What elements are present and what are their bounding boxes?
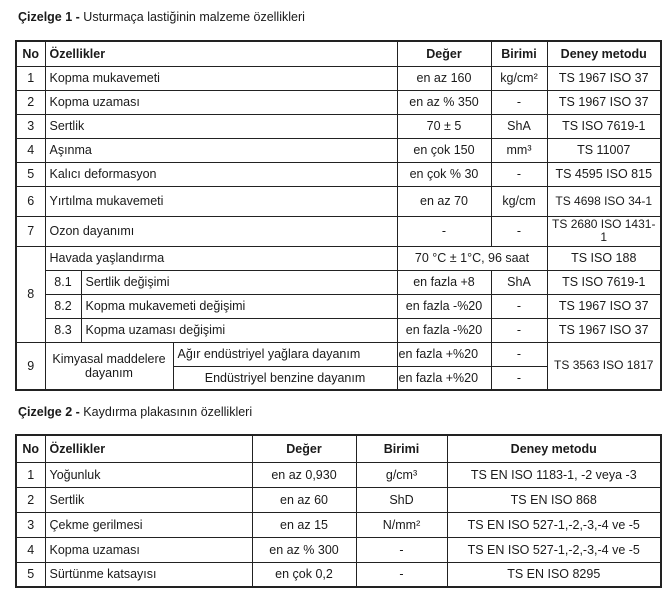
table-row [16, 66, 661, 90]
row-method: TS 1967 ISO 37 [547, 66, 661, 90]
header-no: No [16, 41, 45, 66]
row-unit: - [491, 294, 547, 318]
row-method: TS EN ISO 527-1,-2,-3,-4 ve -5 [447, 537, 661, 562]
row-no: 4 [16, 138, 45, 162]
row-subproperty: Endüstriyel benzine dayanım [173, 366, 397, 390]
table1-header-row [16, 41, 661, 66]
row-value: en çok 0,2 [252, 562, 356, 587]
row-value: en fazla -%20 [397, 294, 491, 318]
row-value: en az 70 [397, 186, 491, 216]
header-unit: Birimi [356, 435, 447, 462]
row-value: en çok % 30 [397, 162, 491, 186]
header-properties: Özellikler [45, 435, 252, 462]
row-property: Kalıcı deformasyon [45, 162, 397, 186]
table-row [16, 537, 661, 562]
row-value: en az % 350 [397, 90, 491, 114]
table2-caption-text: Kaydırma plakasının özellikleri [79, 405, 253, 419]
row-property: Kopma uzaması değişimi [81, 318, 397, 342]
table-row [16, 487, 661, 512]
row-property: Kopma mukavemeti değişimi [81, 294, 397, 318]
table1-caption-text: Usturmaça lastiğinin malzeme özellikleri [79, 10, 305, 24]
table-row [16, 186, 661, 216]
row-property: Kopma mukavemeti [45, 66, 397, 90]
row-unit: - [491, 216, 547, 246]
header-method: Deney metodu [547, 41, 661, 66]
row-method: TS 3563 ISO 1817 [547, 342, 661, 390]
table1 [15, 40, 662, 391]
row-value: en fazla +%20 [397, 366, 491, 390]
subrow-no: 8.2 [45, 294, 81, 318]
row-unit: - [491, 342, 547, 366]
row-method: TS 4698 ISO 34-1 [547, 186, 661, 216]
row-no: 5 [16, 562, 45, 587]
row-method: TS EN ISO 868 [447, 487, 661, 512]
row-unit: - [356, 537, 447, 562]
table-row [16, 138, 661, 162]
table2-caption [18, 405, 252, 419]
row-value: en fazla +%20 [397, 342, 491, 366]
table1-caption-label: Çizelge 1 - [18, 10, 80, 24]
row-method: TS EN ISO 1183-1, -2 veya -3 [447, 462, 661, 487]
row-method: TS 11007 [547, 138, 661, 162]
table-row [16, 162, 661, 186]
row-unit: kg/cm² [491, 66, 547, 90]
row-method: TS 1967 ISO 37 [547, 318, 661, 342]
row-value: en az 0,930 [252, 462, 356, 487]
row-property: Kimyasal maddelere dayanım [45, 342, 173, 390]
header-value: Değer [252, 435, 356, 462]
subrow-no: 8.3 [45, 318, 81, 342]
row-property: Sertlik değişimi [81, 270, 397, 294]
row-unit: - [491, 162, 547, 186]
table-row [16, 562, 661, 587]
row-property: Kopma uzaması [45, 90, 397, 114]
row-value: en fazla -%20 [397, 318, 491, 342]
row-value: en az 60 [252, 487, 356, 512]
row-value: - [397, 216, 491, 246]
row-method: TS 4595 ISO 815 [547, 162, 661, 186]
row-property: Sürtünme katsayısı [45, 562, 252, 587]
row-no: 7 [16, 216, 45, 246]
row-unit: kg/cm [491, 186, 547, 216]
row-value: en az 15 [252, 512, 356, 537]
row-unit: - [356, 562, 447, 587]
row-value: en az 160 [397, 66, 491, 90]
row-unit: N/mm² [356, 512, 447, 537]
row-unit: ShA [491, 270, 547, 294]
row-no: 9 [16, 342, 45, 390]
header-method: Deney metodu [447, 435, 661, 462]
row-method: TS 2680 ISO 1431-1 [547, 216, 661, 246]
row-no: 3 [16, 512, 45, 537]
row-value: en az % 300 [252, 537, 356, 562]
row-no: 2 [16, 487, 45, 512]
table-row [16, 342, 661, 366]
row-no: 4 [16, 537, 45, 562]
row-method: TS 1967 ISO 37 [547, 294, 661, 318]
row-property: Ozon dayanımı [45, 216, 397, 246]
row-unit: g/cm³ [356, 462, 447, 487]
row-value: en fazla +8 [397, 270, 491, 294]
row-property: Yoğunluk [45, 462, 252, 487]
row-no: 3 [16, 114, 45, 138]
table-row [16, 114, 661, 138]
table-row [16, 294, 661, 318]
row-method: TS ISO 188 [547, 246, 661, 270]
row-property: Yırtılma mukavemeti [45, 186, 397, 216]
row-method: TS EN ISO 527-1,-2,-3,-4 ve -5 [447, 512, 661, 537]
table-row [16, 246, 661, 270]
row-unit: - [491, 90, 547, 114]
subrow-no: 8.1 [45, 270, 81, 294]
table1-caption [18, 10, 305, 24]
row-unit: ShD [356, 487, 447, 512]
table-row [16, 90, 661, 114]
header-value: Değer [397, 41, 491, 66]
table-row [16, 216, 661, 246]
header-no: No [16, 435, 45, 462]
row-method: TS EN ISO 8295 [447, 562, 661, 587]
row-no: 1 [16, 66, 45, 90]
row-no: 2 [16, 90, 45, 114]
row-unit: ShA [491, 114, 547, 138]
table-row [16, 462, 661, 487]
row-property: Havada yaşlandırma [45, 246, 397, 270]
row-method: TS ISO 7619-1 [547, 270, 661, 294]
row-no: 5 [16, 162, 45, 186]
table-row [16, 270, 661, 294]
row-property: Sertlik [45, 114, 397, 138]
row-property: Kopma uzaması [45, 537, 252, 562]
table-row [16, 318, 661, 342]
row-no: 8 [16, 246, 45, 342]
row-value: 70 °C ± 1°C, 96 saat [397, 246, 547, 270]
row-unit: - [491, 366, 547, 390]
row-value: 70 ± 5 [397, 114, 491, 138]
table2 [15, 434, 662, 588]
row-unit: - [491, 318, 547, 342]
row-property: Çekme gerilmesi [45, 512, 252, 537]
row-property: Aşınma [45, 138, 397, 162]
row-method: TS 1967 ISO 37 [547, 90, 661, 114]
row-no: 1 [16, 462, 45, 487]
row-no: 6 [16, 186, 45, 216]
header-properties: Özellikler [45, 41, 397, 66]
row-subproperty: Ağır endüstriyel yağlara dayanım [173, 342, 397, 366]
table2-header-row [16, 435, 661, 462]
table-row [16, 512, 661, 537]
row-unit: mm³ [491, 138, 547, 162]
row-method: TS ISO 7619-1 [547, 114, 661, 138]
row-value: en çok 150 [397, 138, 491, 162]
header-unit: Birimi [491, 41, 547, 66]
row-property: Sertlik [45, 487, 252, 512]
table2-caption-label: Çizelge 2 - [18, 405, 80, 419]
